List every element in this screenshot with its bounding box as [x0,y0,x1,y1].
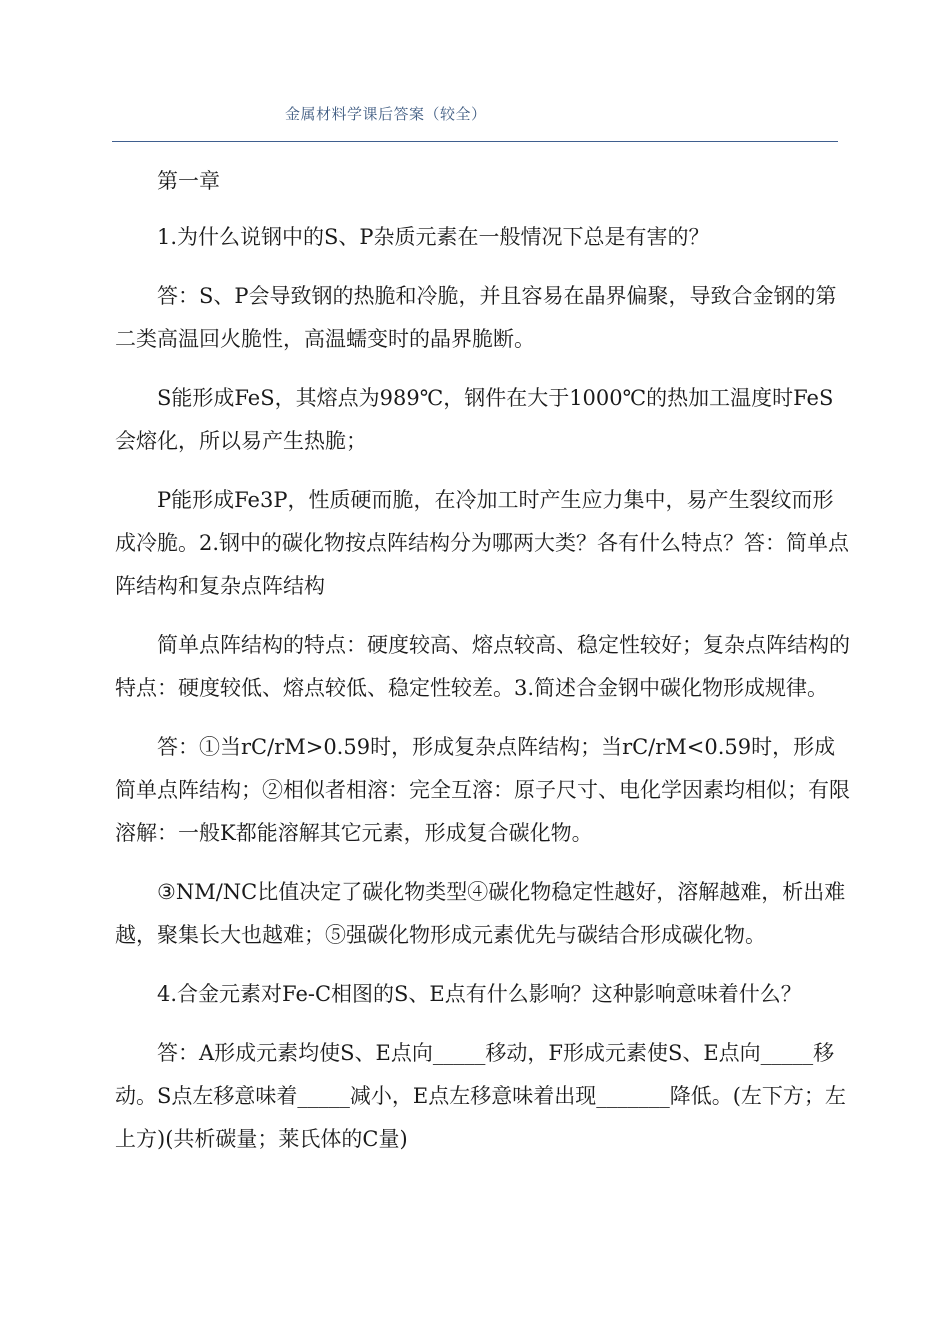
question-4: 4.合金元素对Fe-C相图的S、E点有什么影响？这种影响意味着什么？ [157,982,802,1006]
answer-2-features-paragraph: 简单点阵结构的特点：硬度较高、熔点较高、稳定性较好；复杂点阵结构的特点：硬度较低、熔点较低、稳定性较差。3.简述合金钢中碳化物形成规律。 [115,633,850,700]
answer-4-paragraph: 答：A形成元素均使S、E点向_____移动，F形成元素使S、E点向_____移动。S点左移意味着_____减小，E点左移意味着出现_______降低。(左下方；左上方)(共析碳量；莱氏体的C量) [115,1041,846,1151]
header-divider [112,141,838,142]
answer-1-fe3p-paragraph: P能形成Fe3P，性质硬而脆，在冷加工时产生应力集中，易产生裂纹而形成冷脆。2.钢中的碳化物按点阵结构分为哪两大类？各有什么特点？答：简单点阵结构和复杂点阵结构 [115,488,850,598]
document-body [115,160,850,1177]
answer-3-continued-paragraph: ③NM/NC比值决定了碳化物类型④碳化物稳定性越好，溶解越难，析出难越，聚集长大也越难；⑤强碳化物形成元素优先与碳结合形成碳化物。 [115,880,846,947]
chapter-heading: 第一章 [157,169,220,193]
answer-1-fes-paragraph: S能形成FeS，其熔点为989℃，钢件在大于1000℃的热加工温度时FeS会熔化，所以易产生热脆； [115,386,834,453]
answer-3-paragraph: 答：①当rC/rM>0.59时，形成复杂点阵结构；当rC/rM<0.59时，形成简单点阵结构；②相似者相溶：完全互溶：原子尺寸、电化学因素均相似；有限溶解：一般K都能溶解其它元素，形成复合碳化物。 [115,735,850,845]
document-header-title: 金属材料学课后答案（较全） [285,105,487,123]
answer-1-paragraph: 答：S、P会导致钢的热脆和冷脆，并且容易在晶界偏聚，导致合金钢的第二类高温回火脆性，高温蠕变时的晶界脆断。 [115,284,837,351]
question-1: 1.为什么说钢中的S、P杂质元素在一般情况下总是有害的？ [157,225,710,249]
